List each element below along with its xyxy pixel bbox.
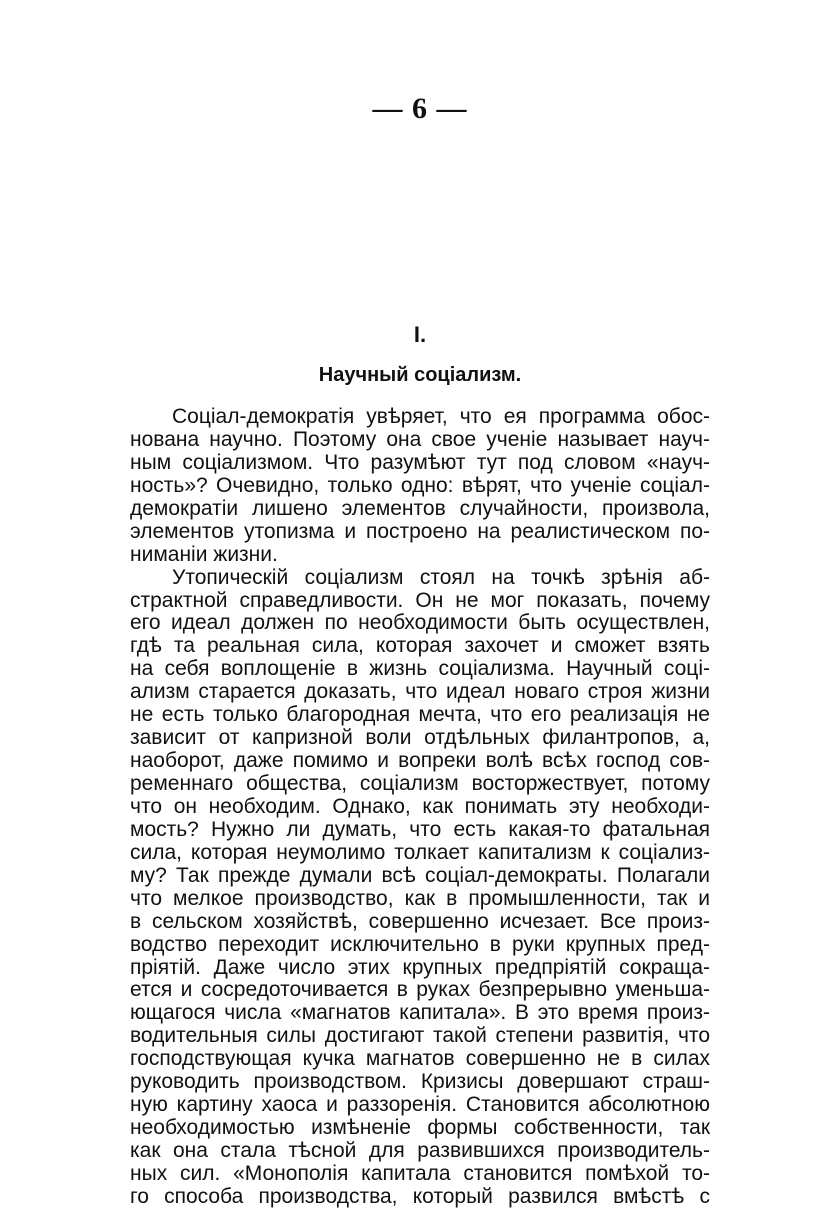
text-line: ременнаго общества, соціализм восторжествует, потому [130, 773, 710, 795]
text-line: ющагося числа «магнатов капитала». В это время произ- [130, 1002, 710, 1025]
text-line: гдѣ та реальная сила, которая захочет и сможет взять [130, 635, 710, 658]
text-line: ных сил. «Монополія капитала становится помѣхой то- [130, 1162, 710, 1185]
text-line: не есть только благородная мечта, что его реализація не [130, 704, 710, 727]
text-line: ным соціализмом. Что разумѣют тут под словом «науч- [130, 451, 710, 474]
text-line: что он необходим. Однако, как понимать эту необходи- [130, 795, 710, 818]
text-line: му? Так прежде думали всѣ соціал-демократы. Полагали [130, 864, 710, 887]
text-line: в сельском хозяйствѣ, совершенно исчезает. Все произ- [130, 910, 710, 933]
text-line: элементов утопизма и построено на реалистическом по- [130, 520, 710, 543]
text-line: пріятій. Даже число этих крупных предпріятій сокраща- [130, 956, 710, 979]
section-numeral: I. [413, 322, 427, 347]
body-text [130, 406, 710, 1209]
text-line: Соціал-демократія увѣряет, что ея программа обос- [172, 406, 710, 428]
text-line: Утопическій соціализм стоял на точкѣ зрѣнія аб- [172, 566, 710, 589]
page-number: — 6 — [372, 92, 468, 125]
text-line: водительныя силы достигают такой степени развитія, что [130, 1025, 710, 1048]
text-line: мость? Нужно ли думать, что есть какая-то фатальная [130, 818, 710, 841]
text-line: что мелкое производство, как в промышленности, так и [130, 887, 710, 910]
text-line: сила, которая неумолимо толкает капитализм к соціализ- [130, 841, 710, 864]
text-line: зависит от капризной воли отдѣльных филантропов, а, [130, 727, 710, 750]
section-title: Научный соціализм. [318, 364, 522, 386]
text-line: ность»? Очевидно, только одно: вѣрят, что ученіе соціал- [130, 474, 710, 497]
text-line: го способа производства, который развился вмѣстѣ с [130, 1185, 710, 1208]
text-line: нована научно. Поэтому она свое ученіе называет науч- [130, 428, 710, 451]
text-line: его идеал должен по необходимости быть осуществлен, [130, 612, 710, 635]
text-line: ется и сосредоточивается в руках безпрерывно уменьша- [130, 979, 710, 1002]
text-line: ниманіи жизни. [130, 543, 278, 566]
text-line: на себя воплощеніе в жизнь соціализма. Научный соці- [130, 658, 710, 681]
text-line: ализм старается доказать, что идеал новаго строя жизни [130, 681, 710, 704]
text-line: демократіи лишено элементов случайности, произвола, [130, 497, 710, 520]
text-line: господствующая кучка магнатов совершенно не в силах [130, 1048, 710, 1071]
text-line: руководить производством. Кризисы довершают страш- [130, 1071, 710, 1094]
text-line: необходимостью измѣненіе формы собственности, так [130, 1117, 710, 1140]
text-line: ную картину хаоса и раззоренія. Становится абсолютною [130, 1094, 710, 1117]
text-line: водство переходит исключительно в руки крупных пред- [130, 933, 710, 956]
text-line: наоборот, даже помимо и вопреки волѣ всѣх господ сов- [130, 750, 710, 773]
text-line: как она стала тѣсной для развившихся производитель- [130, 1140, 710, 1162]
text-line: страктной справедливости. Он не мог показать, почему [130, 589, 710, 612]
